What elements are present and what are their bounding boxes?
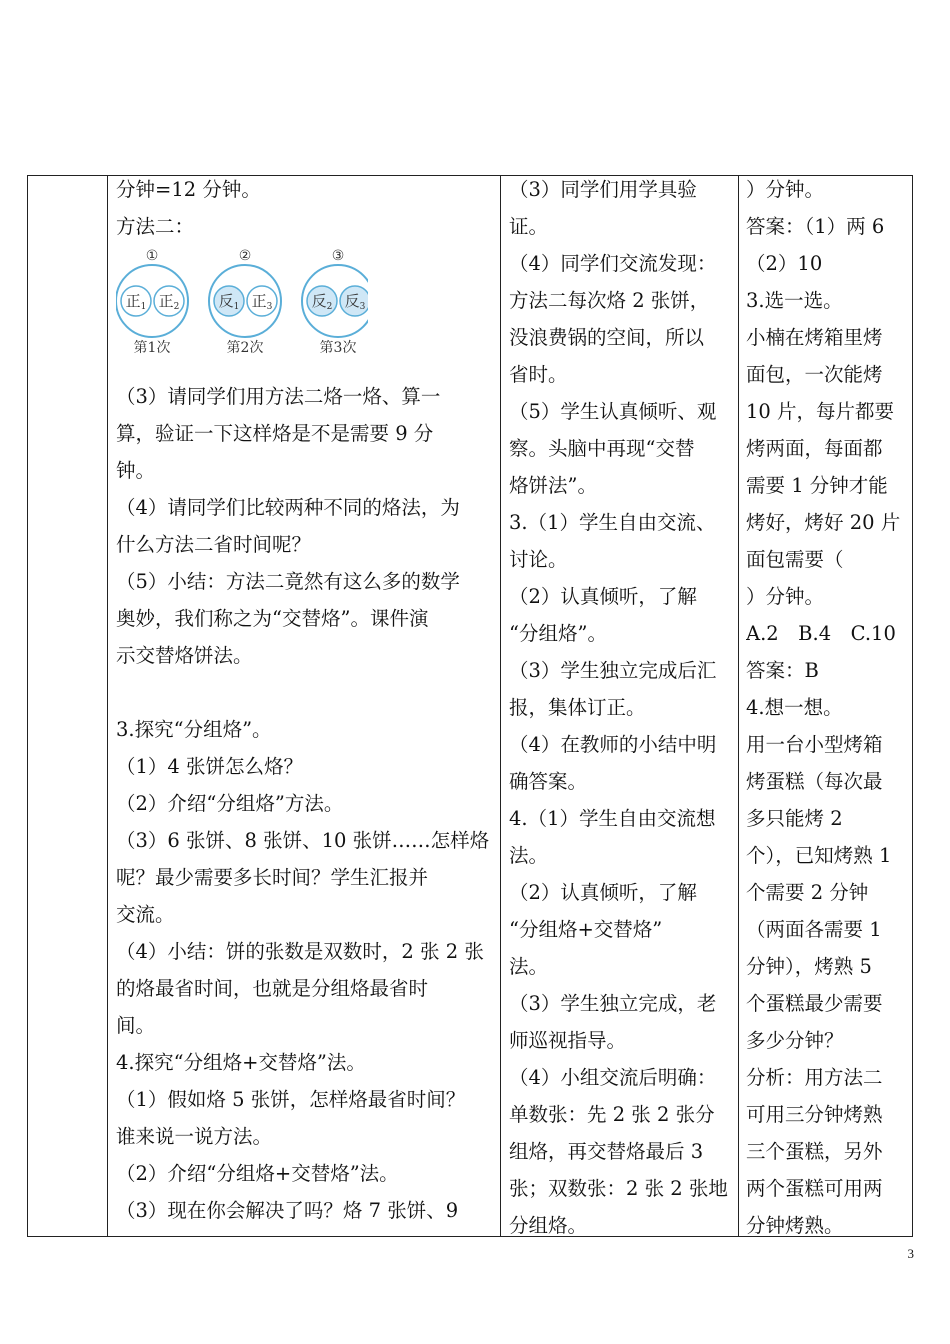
step-number: ③ [331, 248, 345, 264]
text-line: 方法二每次烙 2 张饼， [509, 289, 710, 312]
text-line: （5）小结：方法二竟然有这么多的数学 [116, 570, 460, 593]
text-line: 算，验证一下这样烙是不是需要 9 分 [116, 422, 434, 445]
text-line: （两面各需要 1 [746, 918, 882, 941]
pancake-side-label: 反$_3$ [344, 292, 366, 312]
text-line: 分析：用方法二 [746, 1066, 883, 1089]
column-divider [738, 176, 739, 1236]
pancake-side-label: 正$_3$ [251, 292, 273, 312]
text-line: 面包需要（ [746, 548, 844, 571]
text-line: （2）10 [746, 252, 823, 275]
text-line: 没浪费锅的空间，所以 [509, 326, 705, 349]
text-line: 报，集体订正。 [509, 696, 646, 719]
pancake-side-label: 正$_2$ [158, 292, 180, 312]
text-line: （5）学生认真倾听、观 [509, 400, 717, 423]
text-line: 个蛋糕最少需要 [746, 992, 883, 1015]
text-line: 答案：（1）两 6 [746, 215, 885, 238]
text-line: 分组烙。 [509, 1214, 588, 1236]
text-line: （2）认真倾听，了解 [509, 585, 697, 608]
text-line: 奥妙，我们称之为“交替烙”。课件演 [116, 607, 429, 630]
teacher-activity-column [116, 176, 500, 1236]
blank-column [28, 176, 107, 1236]
step-caption: 第3次 [319, 340, 357, 356]
student-activity-column [509, 176, 737, 1236]
text-line: 4.（1）学生自由交流想 [509, 807, 716, 830]
text-line: 察。头脑中再现“交替 [509, 437, 695, 460]
text-line: 分钟=12 分钟。 [116, 178, 261, 201]
text-line: 呢？最少需要多长时间？学生汇报并 [116, 866, 429, 889]
exercise-column [746, 176, 914, 1236]
text-line: 分钟），烤熟 5 [746, 955, 872, 978]
text-line: 确答案。 [509, 770, 588, 793]
text-line: （3）学生独立完成后汇 [509, 659, 717, 682]
text-line: 讨论。 [509, 548, 568, 571]
text-line: 钟。 [116, 459, 156, 482]
text-line: 间。 [116, 1014, 156, 1037]
text-line: （3）学生独立完成，老 [509, 992, 717, 1015]
text-line: 谁来说一说方法。 [116, 1125, 273, 1148]
text-line: A.2 B.4 C.10 [746, 622, 896, 645]
text-line: 三个蛋糕，另外 [746, 1140, 883, 1163]
text-line: （3）请同学们用方法二烙一烙、算一 [116, 385, 441, 408]
pancake-flipping-figure [116, 244, 368, 359]
step-caption: 第2次 [226, 340, 264, 356]
text-line: 需要 1 分钟才能 [746, 474, 888, 497]
text-line: 3.（1）学生自由交流、 [509, 511, 716, 534]
text-line: （4）在教师的小结中明 [509, 733, 717, 756]
text-line: 用一台小型烤箱 [746, 733, 883, 756]
text-line: 个需要 2 分钟 [746, 881, 869, 904]
text-line: 法。 [509, 955, 549, 978]
text-line: 3.探究“分组烙”。 [116, 718, 272, 741]
text-line: 两个蛋糕可用两 [746, 1177, 883, 1200]
text-line: 示交替烙饼法。 [116, 644, 253, 667]
text-line: “分组烙+交替烙” [509, 918, 663, 941]
text-line: 法。 [509, 844, 549, 867]
pancake-side-label: 反$_2$ [311, 292, 333, 312]
pancake-side-label: 反$_1$ [218, 292, 240, 312]
text-line: 什么方法二省时间呢？ [116, 533, 312, 556]
step-number: ② [238, 248, 252, 264]
text-line: 10 片，每片都要 [746, 400, 895, 423]
page-number: 3 [907, 1246, 914, 1261]
text-line: 4.探究“分组烙+交替烙”法。 [116, 1051, 366, 1074]
text-line: 个），已知烤熟 1 [746, 844, 892, 867]
text-line: 分钟烤熟。 [746, 1214, 844, 1236]
text-line: 4.想一想。 [746, 696, 843, 719]
text-line: （1）假如烙 5 张饼，怎样烙最省时间？ [116, 1088, 466, 1111]
lesson-table [27, 175, 913, 1237]
text-line: （4）小组交流后明确： [509, 1066, 717, 1089]
text-line: 答案：B [746, 659, 819, 682]
text-line: 多少分钟？ [746, 1029, 844, 1052]
text-line: （4）小结：饼的张数是双数时，2 张 2 张 [116, 940, 484, 963]
text-line: 单数张：先 2 张 2 张分 [509, 1103, 715, 1126]
text-line: （3）6 张饼、8 张饼、10 张饼……怎样烙 [116, 829, 490, 852]
text-line: （4）请同学们比较两种不同的烙法，为 [116, 496, 460, 519]
text-line: （2）认真倾听，了解 [509, 881, 697, 904]
text-line: “分组烙”。 [509, 622, 607, 645]
text-line: 面包，一次能烤 [746, 363, 883, 386]
pancake-side-label: 正$_1$ [125, 292, 147, 312]
text-line: 烤好，烤好 20 片 [746, 511, 901, 534]
text-line: 烙饼法”。 [509, 474, 597, 497]
pancake-pan-diagram [116, 244, 368, 359]
text-line: （1）4 张饼怎么烙？ [116, 755, 304, 778]
text-line: （3）现在你会解决了吗？烙 7 张饼、9 [116, 1199, 459, 1222]
text-line: ）分钟。 [746, 585, 825, 608]
text-line: 多只能烤 2 [746, 807, 843, 830]
text-line: 小楠在烤箱里烤 [746, 326, 883, 349]
step-number: ① [145, 248, 159, 264]
step-caption: 第1次 [133, 340, 171, 356]
text-line: 方法二： [116, 215, 195, 238]
text-line: 可用三分钟烤熟 [746, 1103, 883, 1126]
text-line: （2）介绍“分组烙”方法。 [116, 792, 344, 815]
text-line: 烤蛋糕（每次最 [746, 770, 883, 793]
text-line: 组烙，再交替烙最后 3 [509, 1140, 704, 1163]
text-line: 省时。 [509, 363, 568, 386]
text-line: 张；双数张：2 张 2 张地 [509, 1177, 728, 1200]
text-line: 交流。 [116, 903, 175, 926]
text-line: 师巡视指导。 [509, 1029, 627, 1052]
text-line: （3）同学们用学具验 [509, 178, 697, 201]
text-line: （4）同学们交流发现： [509, 252, 717, 275]
text-line: ）分钟。 [746, 178, 825, 201]
text-line: 的烙最省时间，也就是分组烙最省时 [116, 977, 429, 1000]
text-line: （2）介绍“分组烙+交替烙”法。 [116, 1162, 399, 1185]
text-line: 烤两面，每面都 [746, 437, 883, 460]
column-divider [500, 176, 501, 1236]
text-line: 证。 [509, 215, 549, 238]
text-line: 3.选一选。 [746, 289, 843, 312]
column-divider [107, 176, 108, 1236]
